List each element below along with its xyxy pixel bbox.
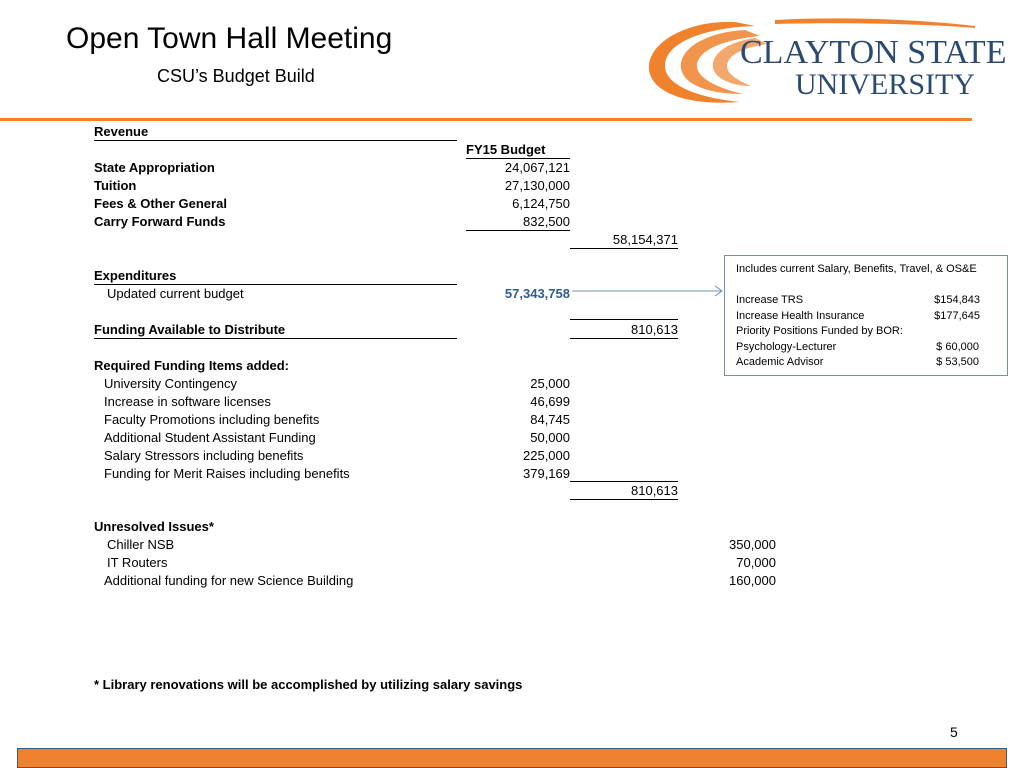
- revenue-label-2: Fees & Other General: [94, 196, 227, 211]
- page-number: 5: [950, 724, 958, 740]
- required-heading: Required Funding Items added:: [94, 358, 290, 373]
- note-value-3: $ 60,000: [936, 341, 979, 353]
- funding-available-underline: [94, 338, 457, 339]
- revenue-label-0: State Appropriation: [94, 160, 215, 175]
- fy15-budget-header: FY15 Budget: [466, 142, 546, 157]
- note-label-4: Academic Advisor: [736, 356, 824, 368]
- revenue-total: 58,154,371: [612, 232, 678, 247]
- revenue-label-1: Tuition: [94, 178, 137, 193]
- footnote: * Library renovations will be accomplished by utilizing salary savings: [94, 677, 523, 692]
- revenue-total-underline: [570, 248, 678, 249]
- required-value-2: 84,745: [530, 412, 570, 427]
- page-subtitle: CSU’s Budget Build: [157, 66, 315, 86]
- required-value-1: 46,699: [530, 394, 570, 409]
- funding-available-label: Funding Available to Distribute: [94, 322, 286, 337]
- note-label-3: Psychology-Lecturer: [736, 341, 837, 353]
- footer-bar: [17, 748, 1007, 768]
- fy15-header-underline: [466, 158, 570, 159]
- required-total: 810,613: [631, 483, 678, 498]
- required-label-2: Faculty Promotions including benefits: [104, 412, 320, 427]
- note-label-2: Priority Positions Funded by BOR:: [736, 325, 903, 337]
- university-logo: [645, 14, 1007, 109]
- funding-available-value-underline: [570, 338, 678, 339]
- unresolved-label-0: Chiller NSB: [107, 537, 175, 552]
- note-value-4: $ 53,500: [936, 356, 979, 368]
- unresolved-label-2: Additional funding for new Science Building: [104, 573, 354, 588]
- required-total-underline: [570, 499, 678, 500]
- revenue-value-0: 24,067,121: [504, 160, 570, 175]
- note-label-0: Increase TRS: [736, 294, 804, 306]
- required-value-4: 225,000: [523, 448, 570, 463]
- unresolved-value-2: 160,000: [729, 573, 776, 588]
- required-label-0: University Contingency: [104, 376, 237, 391]
- revenue-value-1: 27,130,000: [504, 178, 570, 193]
- logo-text-line1: CLAYTON STATE: [740, 34, 1007, 71]
- arrow-right-icon: [572, 285, 726, 297]
- revenue-value-2: 6,124,750: [512, 196, 570, 211]
- budget-note-box: [724, 255, 1008, 376]
- required-total-overline: [570, 481, 678, 482]
- note-header: Includes current Salary, Benefits, Travel, & OS&E: [736, 263, 977, 275]
- required-label-1: Increase in software licenses: [104, 394, 271, 409]
- unresolved-value-0: 350,000: [729, 537, 776, 552]
- required-value-3: 50,000: [530, 430, 570, 445]
- revenue-label-3: Carry Forward Funds: [94, 214, 226, 229]
- expenditures-underline: [94, 284, 457, 285]
- logo-text-line2: UNIVERSITY: [795, 68, 975, 101]
- note-value-0: $154,843: [934, 294, 980, 306]
- revenue-underline: [94, 140, 457, 141]
- header-divider: [0, 118, 972, 121]
- unresolved-value-1: 70,000: [736, 555, 776, 570]
- expenditures-heading: Expenditures: [94, 268, 177, 283]
- page-title: Open Town Hall Meeting: [66, 22, 393, 55]
- revenue-sum-line: [466, 230, 570, 231]
- revenue-value-3: 832,500: [523, 214, 570, 229]
- note-label-1: Increase Health Insurance: [736, 310, 865, 322]
- revenue-heading: Revenue: [94, 124, 149, 139]
- note-value-1: $177,645: [934, 310, 980, 322]
- required-label-5: Funding for Merit Raises including benefits: [104, 466, 350, 481]
- required-label-3: Additional Student Assistant Funding: [104, 430, 316, 445]
- unresolved-label-1: IT Routers: [107, 555, 168, 570]
- required-value-5: 379,169: [523, 466, 570, 481]
- expenditure-item-value: 57,343,758: [504, 286, 570, 301]
- funding-available-overline: [570, 319, 678, 320]
- expenditure-item-label: Updated current budget: [107, 286, 244, 301]
- funding-available-value: 810,613: [631, 322, 678, 337]
- unresolved-heading: Unresolved Issues*: [94, 519, 214, 534]
- required-label-4: Salary Stressors including benefits: [104, 448, 304, 463]
- required-value-0: 25,000: [530, 376, 570, 391]
